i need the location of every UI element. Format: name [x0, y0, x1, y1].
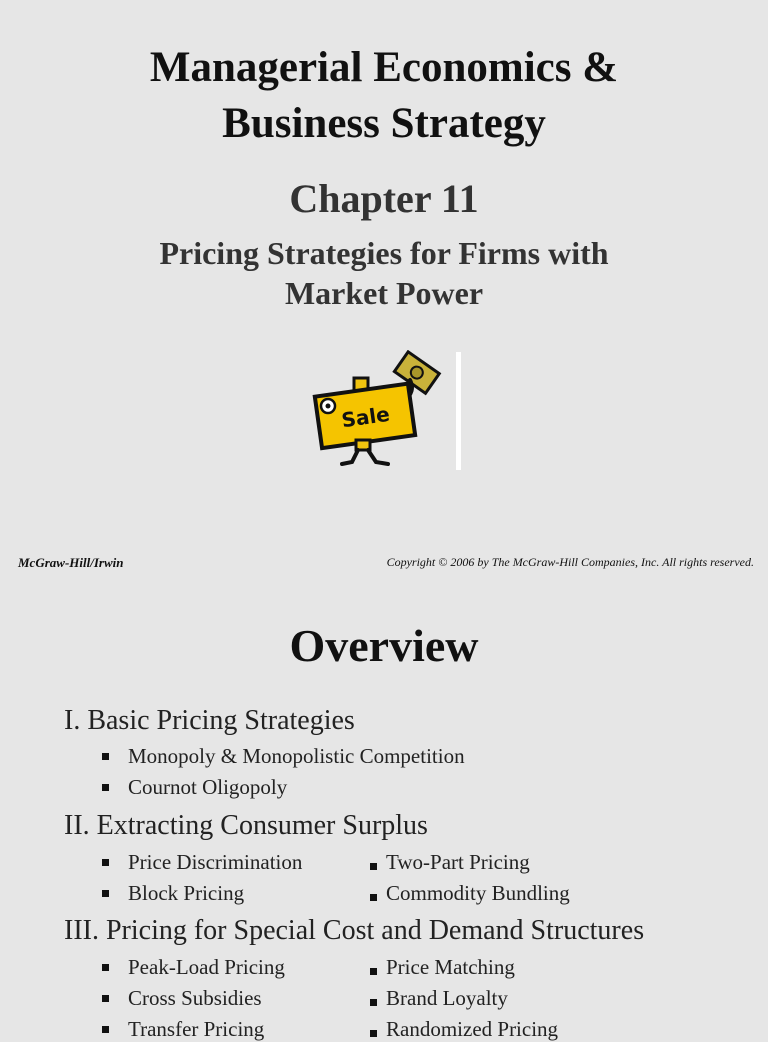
list-item	[102, 743, 465, 769]
sale-sign-clipart	[312, 350, 448, 472]
list-item-label: Monopoly & Monopolistic Competition	[128, 744, 465, 768]
list-item-label: Randomized Pricing	[386, 1017, 559, 1041]
list-item-label: Price Discrimination	[128, 850, 303, 874]
list-item	[370, 849, 530, 875]
list-item	[102, 985, 262, 1011]
slide-title-line-2: Business Strategy	[222, 100, 546, 147]
list-item	[370, 1016, 558, 1042]
copyright-notice: Copyright © 2006 by The McGraw-Hill Companies, Inc. All rights reserved.	[386, 555, 754, 569]
chapter-label: Chapter 11	[289, 176, 479, 221]
section-heading-2: II. Extracting Consumer Surplus	[64, 810, 428, 841]
list-item	[102, 880, 244, 906]
list-item	[102, 1016, 264, 1042]
bullet-icon	[102, 859, 109, 866]
bullet-icon	[370, 999, 377, 1006]
list-item-label: Price Matching	[386, 955, 515, 979]
list-item-label: Cournot Oligopoly	[128, 775, 288, 799]
list-item	[370, 880, 570, 906]
divider-line	[456, 352, 461, 470]
bullet-icon	[370, 1030, 377, 1037]
subtitle-line-1: Pricing Strategies for Firms with	[159, 235, 609, 271]
overview-title: Overview	[289, 620, 479, 671]
list-item	[370, 985, 508, 1011]
list-item-label: Block Pricing	[128, 881, 245, 905]
list-item-label: Commodity Bundling	[386, 881, 570, 905]
bullet-icon	[370, 968, 377, 975]
list-item-label: Two-Part Pricing	[386, 850, 530, 874]
bullet-icon	[370, 863, 377, 870]
list-item	[102, 849, 302, 875]
bullet-icon	[102, 964, 109, 971]
list-item	[370, 954, 515, 980]
list-item	[102, 954, 285, 980]
list-item-label: Cross Subsidies	[128, 986, 262, 1010]
subtitle-line-2: Market Power	[284, 275, 484, 311]
list-item-label: Peak-Load Pricing	[128, 955, 285, 979]
bullet-icon	[102, 995, 109, 1002]
bullet-icon	[102, 784, 109, 791]
list-item-label: Transfer Pricing	[128, 1017, 265, 1041]
bullet-icon	[370, 894, 377, 901]
slide-title-line-1: Managerial Economics &	[149, 44, 619, 91]
bullet-icon	[102, 1026, 109, 1033]
bullet-icon	[102, 753, 109, 760]
section-heading-1: I. Basic Pricing Strategies	[64, 705, 355, 736]
publisher-label: McGraw-Hill/Irwin	[18, 555, 124, 570]
bullet-icon	[102, 890, 109, 897]
overview-slide	[0, 590, 768, 1041]
clipart-sale-text: Sale	[339, 401, 392, 433]
list-item	[102, 774, 287, 800]
section-heading-3: III. Pricing for Special Cost and Demand Structures	[64, 915, 645, 946]
list-item-label: Brand Loyalty	[386, 986, 508, 1010]
